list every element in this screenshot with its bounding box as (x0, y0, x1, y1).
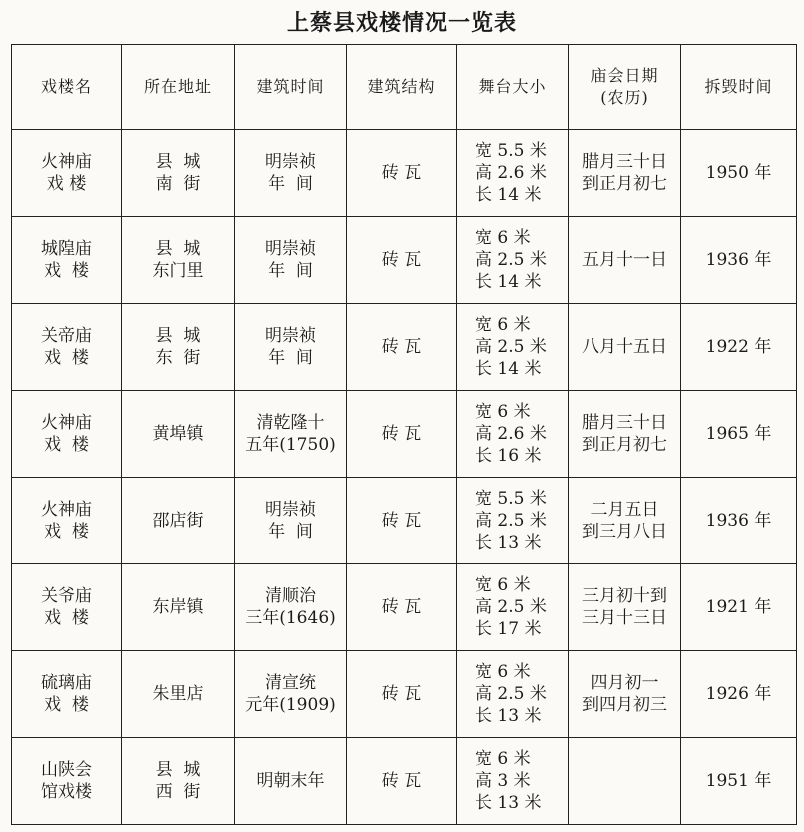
cell-stage-size (457, 738, 569, 825)
cell-address-line: 西 街 (155, 782, 201, 803)
cell-stage-size-line: 宽 6 米 (475, 314, 531, 335)
cell-stage-size-line: 宽 6 米 (475, 401, 531, 422)
cell-demolish-time: 1950 年 (681, 130, 797, 217)
cell-demolish-time: 1922 年 (681, 303, 797, 390)
cell-build-time-line: 明崇祯 (265, 151, 316, 172)
header-name: 戏楼名 (12, 45, 122, 130)
cell-stage-size-line: 高 2.6 米 (475, 162, 547, 183)
cell-address-line: 东 街 (155, 347, 201, 368)
header-structure: 建筑结构 (347, 45, 457, 130)
cell-build-time (235, 216, 347, 303)
cell-stage-size (457, 651, 569, 738)
table-row (12, 738, 797, 825)
cell-name-line: 硫璃庙 (41, 673, 92, 694)
cell-build-time (235, 477, 347, 564)
cell-stage-size-line: 高 2.5 米 (475, 336, 547, 357)
cell-name-line: 城隍庙 (41, 238, 92, 259)
cell-fair-date-line: 到三月八日 (582, 521, 667, 542)
header-fair-date-label: 庙会日期 (590, 66, 659, 85)
cell-name-line: 关爷庙 (41, 586, 92, 607)
cell-name (12, 651, 122, 738)
table-title: 上蔡县戏楼情况一览表 (286, 11, 517, 36)
cell-build-time-line: 三年(1646) (245, 608, 336, 629)
cell-fair-date-line: 八月十五日 (582, 336, 667, 357)
cell-stage-size-line: 宽 5.5 米 (475, 488, 547, 509)
cell-name-line: 戏 楼 (44, 434, 89, 455)
cell-build-time (235, 651, 347, 738)
table-row (12, 390, 797, 477)
table-row (12, 564, 797, 651)
cell-name-line: 戏 楼 (44, 347, 89, 368)
cell-structure: 砖 瓦 (347, 303, 457, 390)
cell-demolish-time: 1921 年 (681, 564, 797, 651)
cell-build-time-line: 清宣统 (265, 673, 316, 694)
cell-fair-date (569, 651, 681, 738)
cell-build-time-line: 清顺治 (265, 586, 316, 607)
cell-stage-size-line: 宽 6 米 (475, 227, 531, 248)
cell-name (12, 477, 122, 564)
cell-fair-date-line: 三月初十到 (582, 586, 667, 607)
cell-stage-size-line: 长 14 米 (475, 358, 542, 379)
cell-demolish-time: 1936 年 (681, 477, 797, 564)
header-fair-date (569, 45, 681, 130)
cell-name-line: 戏 楼 (44, 695, 89, 716)
cell-stage-size-line: 长 17 米 (475, 619, 542, 640)
cell-stage-size (457, 216, 569, 303)
cell-stage-size-line: 宽 6 米 (475, 575, 531, 596)
header-fair-date-note: (农历) (600, 88, 649, 107)
cell-stage-size-line: 高 2.5 米 (475, 510, 547, 531)
cell-stage-size (457, 303, 569, 390)
cell-stage-size-line: 宽 5.5 米 (475, 140, 547, 161)
header-demolish-time: 拆毁时间 (681, 45, 797, 130)
cell-fair-date-line: 到正月初七 (582, 173, 667, 194)
cell-demolish-time: 1936 年 (681, 216, 797, 303)
cell-address-line: 东门里 (152, 260, 204, 281)
cell-name-line: 戏 楼 (44, 260, 89, 281)
cell-fair-date (569, 130, 681, 217)
cell-fair-date-line: 二月五日 (590, 499, 659, 520)
header-build-time: 建筑时间 (235, 45, 347, 130)
cell-address-line: 东岸镇 (152, 597, 204, 618)
cell-address (122, 130, 235, 217)
cell-address (122, 390, 235, 477)
cell-name (12, 390, 122, 477)
cell-structure: 砖 瓦 (347, 564, 457, 651)
cell-build-time (235, 564, 347, 651)
cell-structure: 砖 瓦 (347, 477, 457, 564)
cell-fair-date (569, 216, 681, 303)
cell-fair-date (569, 477, 681, 564)
cell-stage-size-line: 高 2.6 米 (475, 423, 547, 444)
cell-fair-date (569, 564, 681, 651)
cell-stage-size-line: 高 3 米 (475, 771, 531, 792)
cell-build-time-line: 年 间 (268, 521, 313, 542)
cell-fair-date (569, 738, 681, 825)
cell-address (122, 303, 235, 390)
cell-demolish-time: 1926 年 (681, 651, 797, 738)
cell-address-line: 县 城 (155, 238, 201, 259)
cell-structure: 砖 瓦 (347, 130, 457, 217)
cell-name-line: 火神庙 (41, 151, 92, 172)
cell-build-time-line: 元年(1909) (245, 695, 336, 716)
cell-build-time (235, 303, 347, 390)
cell-fair-date-line: 到正月初七 (582, 434, 667, 455)
cell-stage-size-line: 长 13 米 (475, 532, 542, 553)
cell-build-time-line: 年 间 (268, 173, 313, 194)
table-row (12, 130, 797, 217)
cell-build-time-line: 明崇祯 (265, 238, 316, 259)
cell-name-line: 戏 楼 (44, 521, 89, 542)
cell-build-time-line: 明崇祯 (265, 325, 316, 346)
table-row (12, 216, 797, 303)
cell-fair-date-line: 五月十一日 (582, 249, 667, 270)
cell-stage-size-line: 长 14 米 (475, 271, 542, 292)
cell-stage-size-line: 长 14 米 (475, 184, 542, 205)
header-stage-size: 舞台大小 (457, 45, 569, 130)
cell-address-line: 朱里店 (152, 684, 204, 705)
cell-demolish-time: 1965 年 (681, 390, 797, 477)
cell-stage-size-line: 高 2.5 米 (475, 597, 547, 618)
cell-build-time-line: 年 间 (268, 260, 313, 281)
cell-build-time (235, 130, 347, 217)
table-row (12, 303, 797, 390)
cell-name-line: 戏 楼 (44, 608, 89, 629)
cell-address (122, 738, 235, 825)
cell-stage-size (457, 477, 569, 564)
cell-structure: 砖 瓦 (347, 651, 457, 738)
cell-name (12, 216, 122, 303)
cell-name (12, 738, 122, 825)
cell-name-line: 火神庙 (41, 412, 92, 433)
cell-fair-date-line: 到四月初三 (582, 695, 667, 716)
cell-stage-size-line: 长 13 米 (475, 706, 542, 727)
cell-name (12, 130, 122, 217)
cell-structure: 砖 瓦 (347, 216, 457, 303)
cell-address (122, 564, 235, 651)
cell-demolish-time: 1951 年 (681, 738, 797, 825)
cell-structure: 砖 瓦 (347, 390, 457, 477)
cell-build-time (235, 390, 347, 477)
cell-structure: 砖 瓦 (347, 738, 457, 825)
theater-table (11, 44, 797, 825)
cell-build-time (235, 738, 347, 825)
cell-address-line: 县 城 (155, 760, 201, 781)
cell-fair-date (569, 303, 681, 390)
cell-build-time-line: 清乾隆十 (256, 412, 325, 433)
cell-name (12, 303, 122, 390)
cell-address-line: 黄埠镇 (152, 423, 204, 444)
cell-name-line: 火神庙 (41, 499, 92, 520)
cell-name-line: 戏 楼 (46, 173, 87, 194)
cell-stage-size-line: 宽 6 米 (475, 662, 531, 683)
cell-name-line: 馆戏楼 (41, 782, 92, 803)
cell-build-time-line: 年 间 (268, 347, 313, 368)
cell-fair-date-line: 腊月三十日 (582, 151, 667, 172)
header-address: 所在地址 (122, 45, 235, 130)
cell-name-line: 山陕会 (41, 760, 92, 781)
cell-address-line: 邵店街 (152, 510, 204, 531)
cell-build-time-line: 明崇祯 (265, 499, 316, 520)
cell-fair-date-line: 腊月三十日 (582, 412, 667, 433)
cell-address (122, 651, 235, 738)
cell-stage-size (457, 390, 569, 477)
table-row (12, 651, 797, 738)
cell-address-line: 县 城 (155, 325, 201, 346)
cell-stage-size-line: 高 2.5 米 (475, 684, 547, 705)
cell-name-line: 关帝庙 (41, 325, 92, 346)
cell-address-line: 南 街 (155, 173, 201, 194)
cell-stage-size-line: 高 2.5 米 (475, 249, 547, 270)
cell-stage-size-line: 宽 6 米 (475, 749, 531, 770)
cell-build-time-line: 五年(1750) (245, 434, 336, 455)
cell-address-line: 县 城 (155, 151, 201, 172)
cell-fair-date-line: 四月初一 (590, 673, 659, 694)
cell-build-time-line: 明朝末年 (256, 771, 325, 792)
cell-fair-date-line: 三月十三日 (582, 608, 667, 629)
table-header-row (12, 45, 797, 130)
table-row (12, 477, 797, 564)
cell-name (12, 564, 122, 651)
cell-stage-size-line: 长 13 米 (475, 793, 542, 814)
cell-stage-size-line: 长 16 米 (475, 445, 542, 466)
cell-address (122, 216, 235, 303)
cell-address (122, 477, 235, 564)
cell-stage-size (457, 130, 569, 217)
cell-fair-date (569, 390, 681, 477)
cell-stage-size (457, 564, 569, 651)
